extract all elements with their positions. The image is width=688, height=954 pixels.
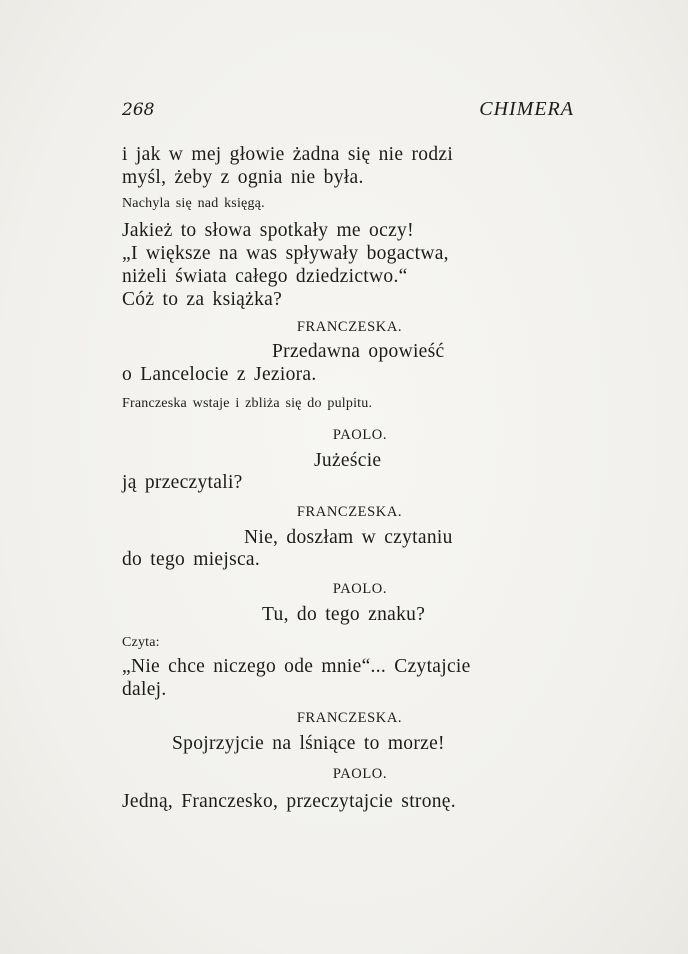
speaker-name: FRANCZESKA. xyxy=(296,504,403,520)
verse-line: Spojrzyjcie na lśniące to morze! xyxy=(172,733,445,754)
verse-line: niżeli świata całego dziedzictwo.“ xyxy=(122,266,408,287)
verse-line: Cóż to za książka? xyxy=(122,289,283,310)
verse-line: myśl, żeby z ognia nie była. xyxy=(122,167,364,188)
verse-line: Jakież to słowa spotkały me oczy! xyxy=(122,220,414,241)
verse-line: Przedawna opowieść xyxy=(272,341,445,362)
speaker-name: PAOLO. xyxy=(332,581,388,597)
verse-line: Tu, do tego znaku? xyxy=(262,604,426,625)
verse-line: dalej. xyxy=(122,679,167,700)
stage-direction: Nachyla się nad księgą. xyxy=(122,196,265,211)
verse-line: Jedną, Franczesko, przeczytajcie stronę. xyxy=(122,791,456,812)
stage-direction: Franczeska wstaje i zbliża się do pulpitu. xyxy=(122,396,373,411)
speaker-name: FRANCZESKA. xyxy=(296,710,403,726)
verse-line: i jak w mej głowie żadna się nie rodzi xyxy=(122,144,454,165)
verse-line: o Lancelocie z Jeziora. xyxy=(122,364,317,385)
speaker-name: PAOLO. xyxy=(332,427,388,443)
running-title: CHIMERA xyxy=(479,98,574,120)
verse-line: Nie, doszłam w czytaniu xyxy=(244,527,453,548)
verse-line: Jużeście xyxy=(314,450,382,471)
speaker-name: FRANCZESKA. xyxy=(296,319,403,335)
verse-line: ją przeczytali? xyxy=(122,472,243,493)
page-number: 268 xyxy=(122,100,155,120)
verse-line: „Nie chce niczego ode mnie“... Czytajcie xyxy=(122,656,471,677)
stage-direction: Czyta: xyxy=(122,635,160,650)
verse-line: „I większe na was spływały bogactwa, xyxy=(122,243,449,264)
speaker-name: PAOLO. xyxy=(332,766,388,782)
verse-line: do tego miejsca. xyxy=(122,549,261,570)
page-header xyxy=(122,98,574,126)
